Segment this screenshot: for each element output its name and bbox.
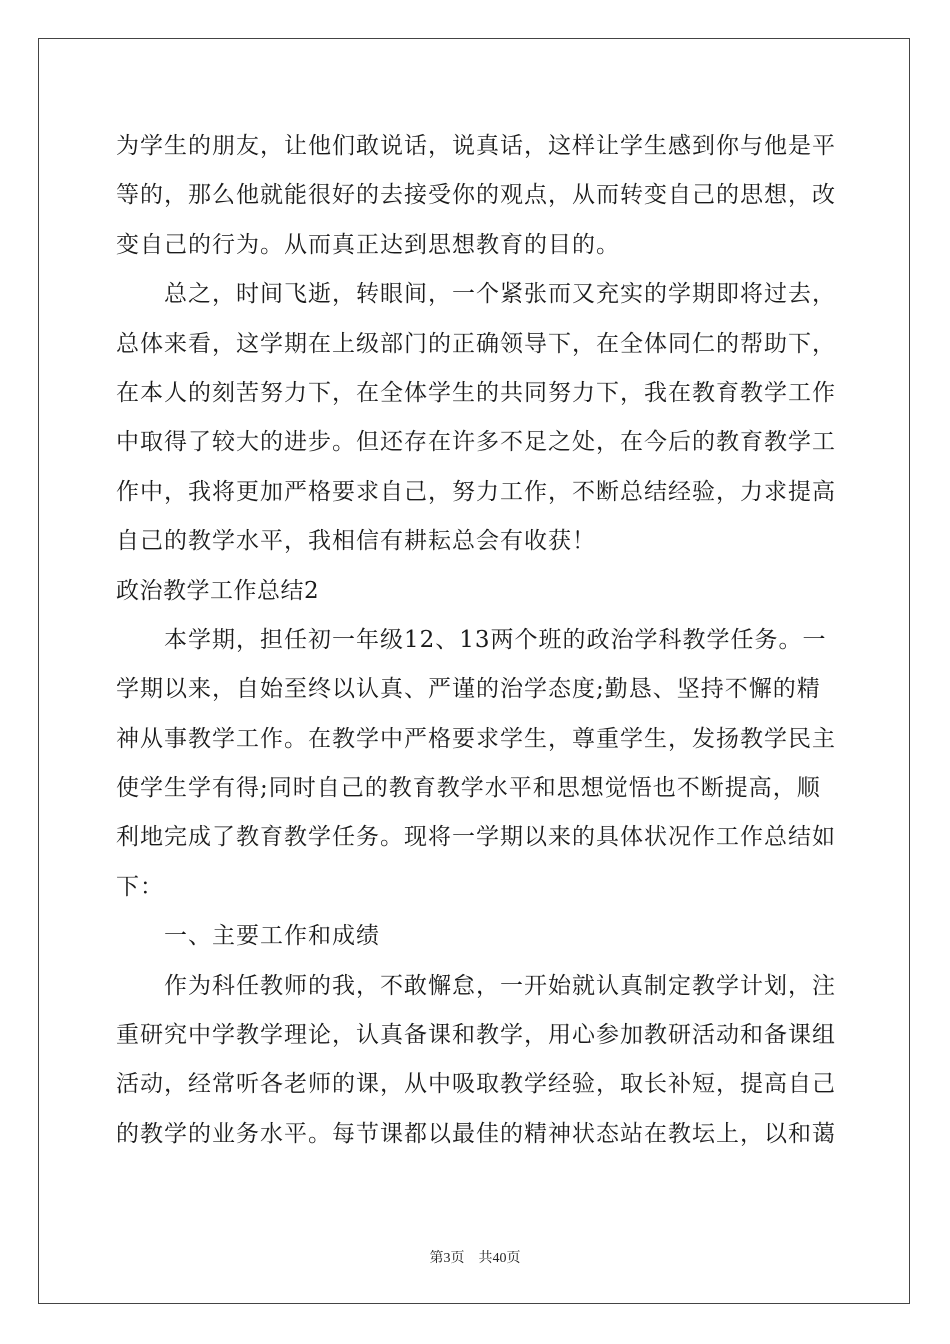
text-line: 作为科任教师的我，不敢懈怠，一开始就认真制定教学计划，注	[164, 972, 836, 999]
text-line: 等的，那么他就能很好的去接受你的观点，从而转变自己的思想，改	[116, 182, 836, 209]
text-line: 自己的教学水平，我相信有耕耘总会有收获！	[116, 528, 596, 555]
page-footer	[0, 1247, 950, 1267]
text-line: 中取得了较大的进步。但还存在许多不足之处，在今后的教育教学工	[116, 429, 836, 456]
text-line: 本学期，担任初一年级12、13两个班的政治学科教学任务。一	[164, 626, 827, 653]
text-line: 为学生的朋友，让他们敢说话，说真话，这样让学生感到你与他是平	[116, 133, 836, 159]
text-line: 在本人的刻苦努力下，在全体学生的共同努力下，我在教育教学工作	[116, 379, 836, 406]
text-line: 一、主要工作和成绩	[164, 923, 380, 950]
text-line: 重研究中学教学理论，认真备课和教学，用心参加教研活动和备课组	[116, 1022, 836, 1049]
text-line: 学期以来，自始至终以认真、严谨的治学态度;勤恳、坚持不懈的精	[116, 676, 821, 703]
page-number: 第3页	[429, 1251, 465, 1266]
text-line: 神从事教学工作。在教学中严格要求学生，尊重学生，发扬教学民主	[116, 725, 836, 752]
text-line: 下：	[116, 873, 164, 900]
page-total: 共40页	[478, 1251, 521, 1266]
text-line: 作中，我将更加严格要求自己，努力工作，不断总结经验，力求提高	[116, 478, 836, 505]
text-line: 总体来看，这学期在上级部门的正确领导下，在全体同仁的帮助下，	[116, 330, 836, 357]
text-line: 的教学的业务水平。每节课都以最佳的精神状态站在教坛上，以和蔼	[116, 1120, 836, 1147]
section-heading: 政治教学工作总结2	[116, 577, 320, 604]
text-line: 使学生学有得;同时自己的教育教学水平和思想觉悟也不断提高，顺	[116, 775, 821, 802]
text-line: 变自己的行为。从而真正达到思想教育的目的。	[116, 231, 620, 258]
text-line: 总之，时间飞逝，转眼间，一个紧张而又充实的学期即将过去，	[164, 281, 836, 308]
document-body	[116, 122, 838, 1159]
text-line: 利地完成了教育教学任务。现将一学期以来的具体状况作工作总结如	[116, 824, 836, 851]
text-line: 活动，经常听各老师的课，从中吸取教学经验，取长补短，提高自己	[116, 1071, 836, 1098]
